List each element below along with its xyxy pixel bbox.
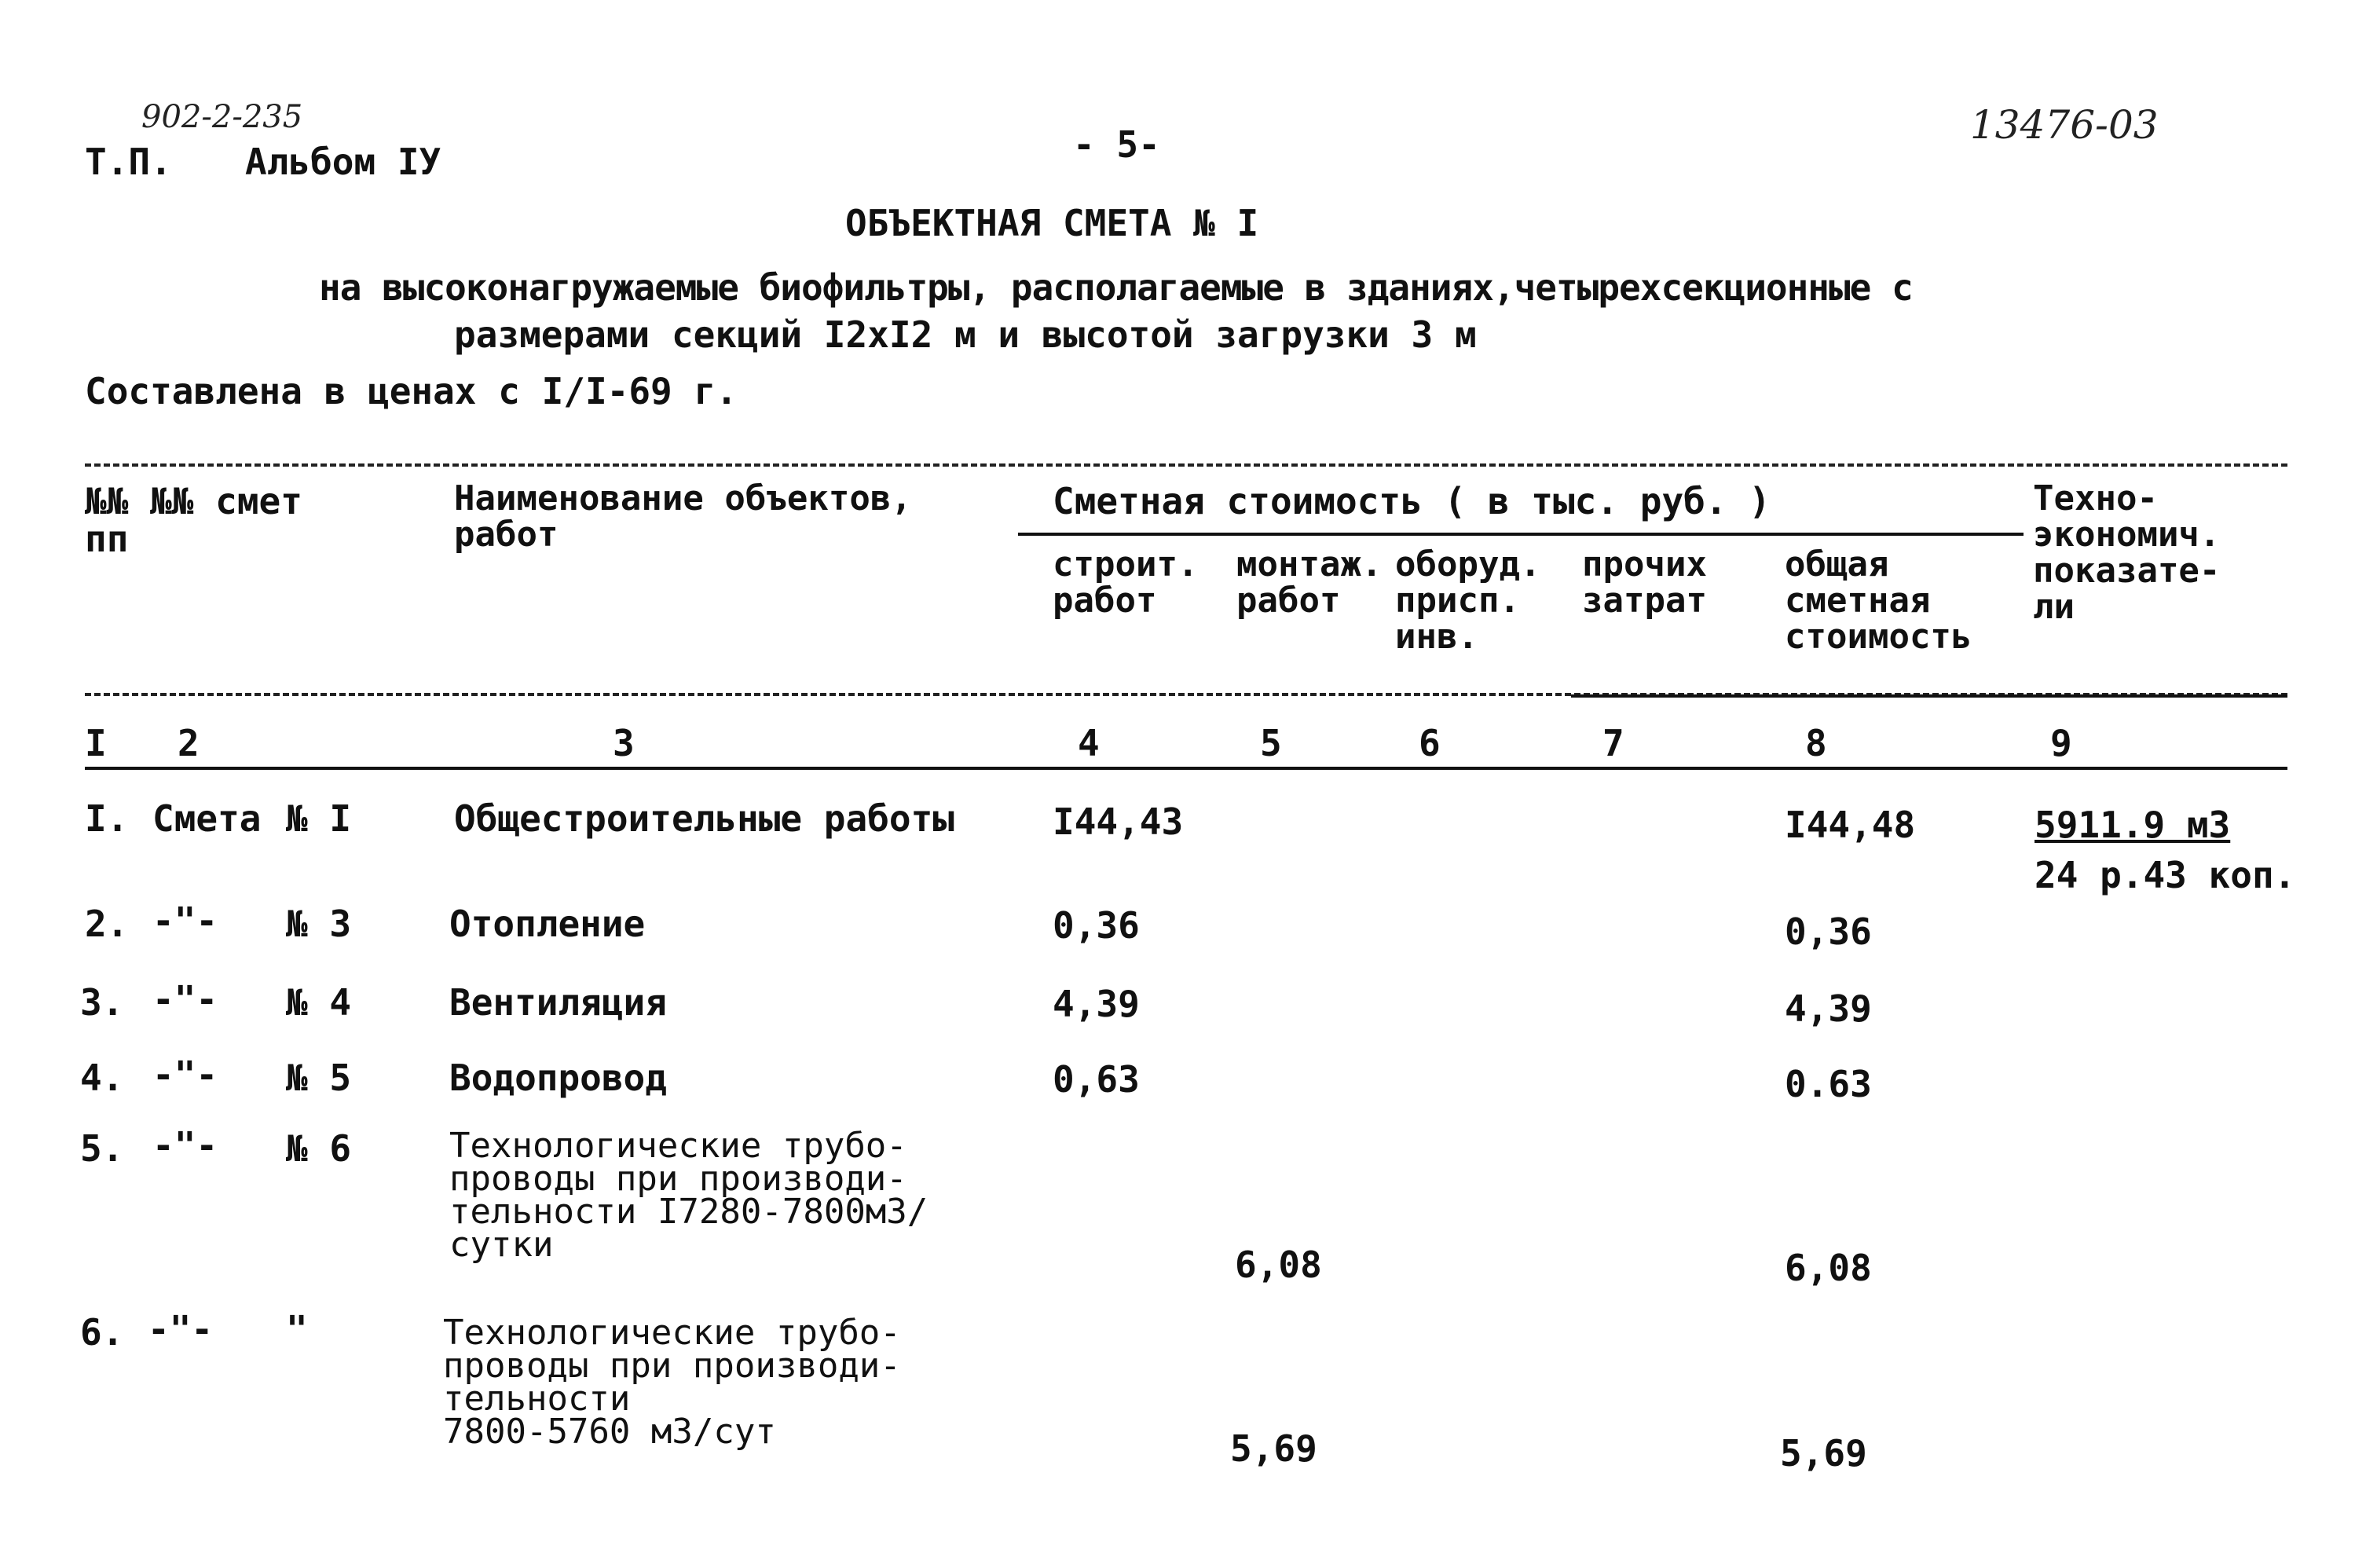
cost-group-rule <box>1018 533 2024 536</box>
column-number: 9 <box>2050 722 2072 764</box>
row-total-cost: 4,39 <box>1785 987 1872 1030</box>
subtitle-line2: размерами секций I2хI2 м и высотой загрузки 3 м <box>454 313 1477 356</box>
row-mark: № 3 <box>286 903 352 945</box>
column-number: 3 <box>613 722 635 764</box>
row-tech-indicator-price: 24 р.43 коп. <box>2035 854 2296 896</box>
header-cost-group: Сметная стоимость ( в тыс. руб. ) <box>1053 480 1771 522</box>
album-label: Альбом IУ <box>245 141 441 183</box>
header-col-pp: пп <box>85 518 129 560</box>
document-title: ОБЪЕКТНАЯ СМЕТА № I <box>845 202 1259 244</box>
column-number: 2 <box>178 722 200 764</box>
header-col-total: общая сметная стоимость <box>1785 544 1972 657</box>
column-number: 5 <box>1260 722 1282 764</box>
row-build-cost: 0,36 <box>1053 904 1140 947</box>
row-ref: -"- <box>152 978 218 1020</box>
header-col-mount: монтаж. работ <box>1236 544 1383 621</box>
row-ref: -"- <box>152 899 218 942</box>
row-name: Общестроительные работы <box>454 797 954 840</box>
row-build-cost: 4,39 <box>1053 983 1140 1025</box>
row-ref: -"- <box>152 1124 218 1167</box>
column-number: 8 <box>1805 722 1827 764</box>
page-number: - 5- <box>1073 123 1160 166</box>
row-mark: № I <box>286 797 352 840</box>
handwritten-code-left: 902-2-235 <box>141 99 303 135</box>
row-total-cost: I44,48 <box>1785 804 1916 846</box>
row-mark: № 5 <box>286 1057 352 1099</box>
header-col-tech: Техно- экономич. показате- ли <box>2033 478 2221 627</box>
tp-label: Т.П. <box>85 141 172 183</box>
row-mark: № 4 <box>286 981 352 1024</box>
row-total-cost: 0.63 <box>1785 1063 1872 1105</box>
prices-note: Составлена в ценах с I/I-69 г. <box>85 370 738 412</box>
row-number: 3. <box>80 981 124 1024</box>
header-col-name: Наименование объектов, работ <box>454 478 912 555</box>
row-mount-cost: 6,08 <box>1235 1244 1322 1286</box>
row-build-cost: I44,43 <box>1053 800 1184 843</box>
handwritten-code-right: 13476-03 <box>1970 102 2159 148</box>
row-number: 6. <box>80 1311 124 1354</box>
row-mark: № 6 <box>286 1127 352 1170</box>
column-number: I <box>85 722 107 764</box>
subtitle-line1: на высоконагружаемые биофильтры, располагаемые в зданиях,четырехсекционные с <box>319 266 1913 309</box>
column-number: 6 <box>1419 722 1441 764</box>
row-ref: -"- <box>148 1308 214 1350</box>
row-name: Отопление <box>449 903 646 945</box>
row-ref: -"- <box>152 1053 218 1096</box>
header-bottom-rule-right <box>1571 694 2287 698</box>
row-name: Вентиляция <box>449 981 667 1024</box>
row-number: 2. <box>85 903 129 945</box>
column-number: 4 <box>1078 722 1100 764</box>
row-name: Водопровод <box>449 1057 667 1099</box>
row-number: 4. <box>80 1057 124 1099</box>
row-name: Технологические трубо- проводы при производи- тельности I7280-7800м3/ сутки <box>449 1126 928 1265</box>
row-total-cost: 0,36 <box>1785 910 1872 953</box>
column-numbers-rule <box>85 767 2287 770</box>
header-col-nn: №№ №№ смет <box>85 480 302 522</box>
row-tech-indicator: 5911.9 м3 <box>2035 804 2231 846</box>
row-number: I. <box>85 797 129 840</box>
table-top-rule <box>85 463 2287 467</box>
row-name: Технологические трубо- проводы при производи- тельности 7800-5760 м3/сут <box>443 1313 901 1452</box>
row-total-cost: 5,69 <box>1780 1432 1867 1475</box>
row-number: 5. <box>80 1127 124 1170</box>
header-col-equip: оборуд. присп. инв. <box>1395 544 1541 657</box>
row-mark: " <box>286 1308 308 1350</box>
column-number: 7 <box>1602 722 1624 764</box>
row-total-cost: 6,08 <box>1785 1247 1872 1289</box>
header-col-other: прочих затрат <box>1582 544 1707 621</box>
row-mount-cost: 5,69 <box>1230 1427 1317 1470</box>
row-build-cost: 0,63 <box>1053 1058 1140 1101</box>
header-col-build: строит. работ <box>1053 544 1199 621</box>
row-ref: Смета <box>152 797 262 840</box>
